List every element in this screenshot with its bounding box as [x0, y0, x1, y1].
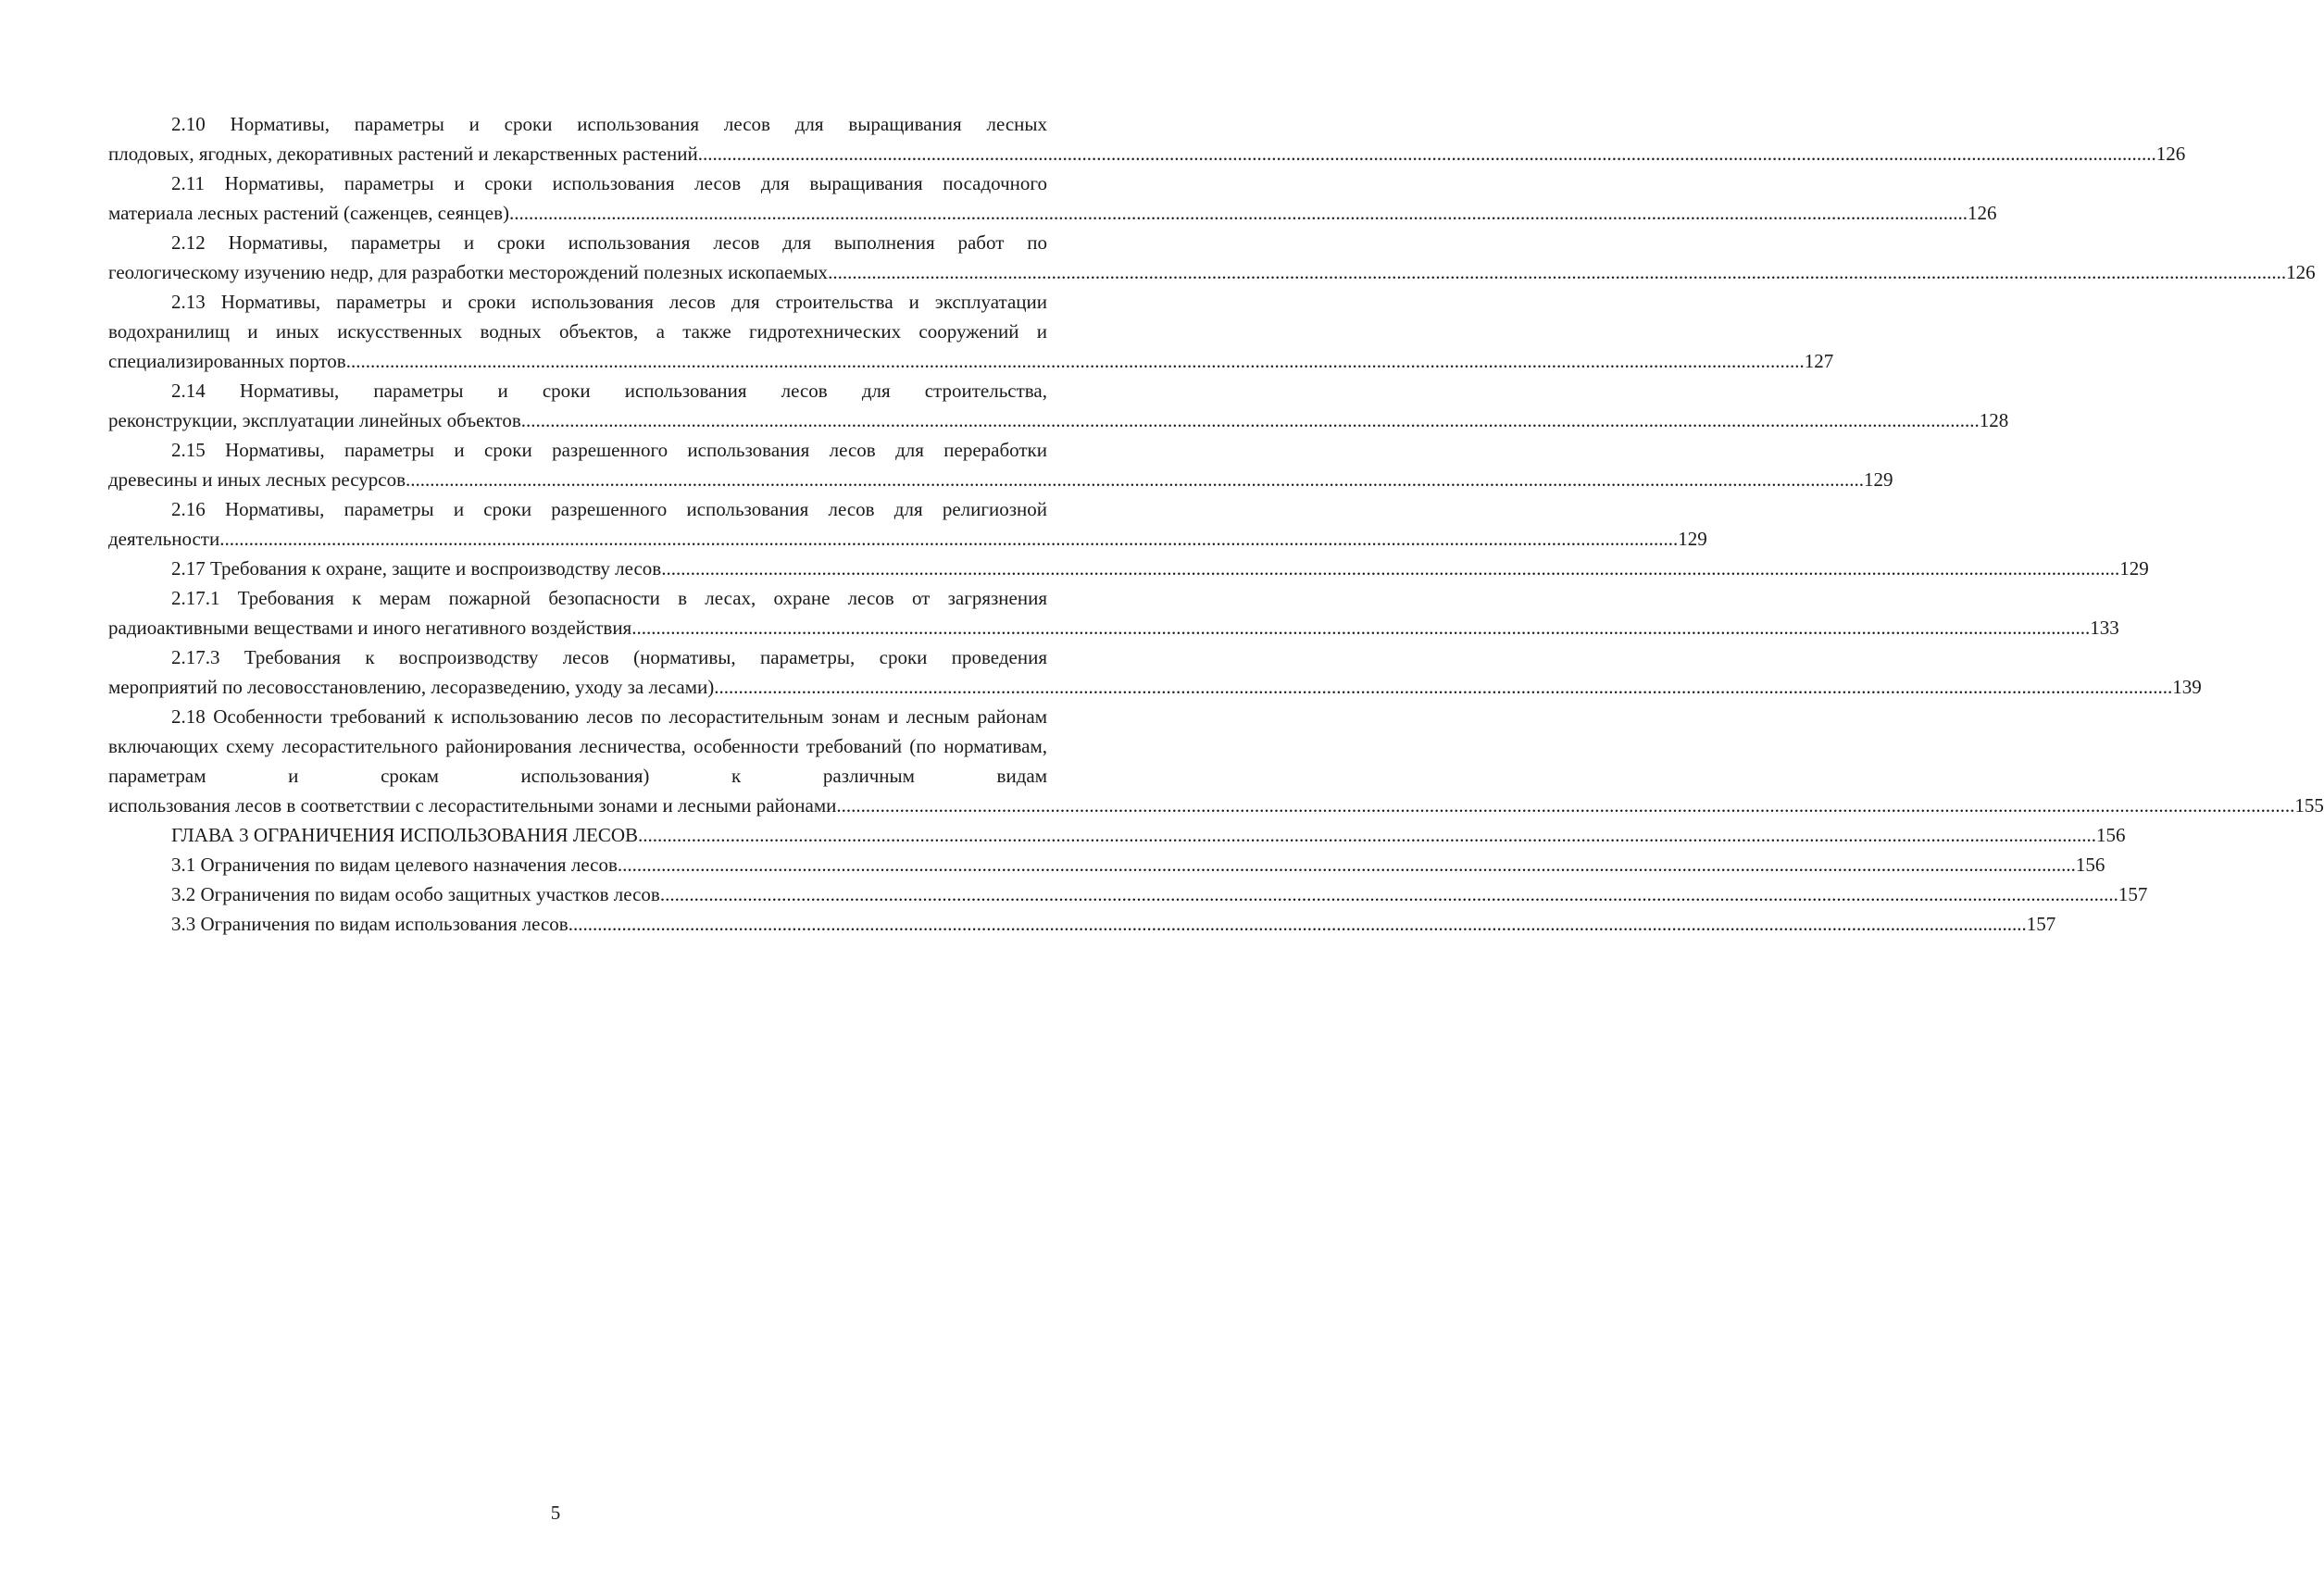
- toc-entry-last-line: [108, 613, 2119, 642]
- toc-entry-tail: реконструкции, эксплуатации линейных объектов: [108, 409, 521, 431]
- dot-leader: ............................................................................................................................................................................................................................................................................................................: [661, 557, 2120, 580]
- toc-page-number: 139: [2172, 676, 2202, 698]
- toc-page-number: 129: [1678, 528, 1707, 550]
- toc-page-number: 129: [2119, 557, 2149, 580]
- toc-entry-heading: 2.13 Нормативы, параметры и сроки использования лесов для строительства и эксплуатации водохранилищ и иных искусственных водных объектов, а также гидротехнических сооружений и: [108, 291, 1047, 343]
- toc-entry-2-16: [108, 494, 1707, 554]
- toc-page-number: 129: [1864, 468, 1893, 491]
- toc-page-number: 155: [2294, 794, 2324, 817]
- dot-leader: ............................................................................................................................................................................................................................................................................................................: [345, 350, 1805, 372]
- dot-leader: ............................................................................................................................................................................................................................................................................................................: [631, 617, 2091, 639]
- toc-entry-title: 3.3 Ограничения по видам использования лесов: [171, 913, 569, 935]
- toc-entry-2-17-1: [108, 583, 2119, 642]
- toc-page-number: 157: [2026, 913, 2056, 935]
- toc-entry-heading: 2.12 Нормативы, параметры и сроки использования лесов для выполнения работ по: [171, 231, 1047, 254]
- dot-leader: ............................................................................................................................................................................................................................................................................................................: [617, 854, 2076, 876]
- dot-leader: ............................................................................................................................................................................................................................................................................................................: [406, 468, 1864, 491]
- dot-leader: ............................................................................................................................................................................................................................................................................................................: [508, 202, 1968, 224]
- toc-entry-tail: мероприятий по лесовосстановлению, лесоразведению, уходу за лесами): [108, 676, 715, 698]
- toc-entry-3-3: [108, 909, 2056, 939]
- page-number: 5: [550, 1502, 561, 1524]
- toc-page-number: 133: [2090, 617, 2119, 639]
- dot-leader: ............................................................................................................................................................................................................................................................................................................: [219, 528, 1679, 550]
- toc-page-number: 156: [2075, 854, 2105, 876]
- toc-entry-heading: 2.14 Нормативы, параметры и сроки использования лесов для строительства,: [171, 380, 1047, 402]
- toc-entry-3-1: [108, 850, 2105, 879]
- toc-entry-2-17: [108, 554, 2149, 583]
- toc-entry-heading: 2.17.1 Требования к мерам пожарной безопасности в лесах, охране лесов от загрязнения: [171, 587, 1047, 609]
- toc-entry-chapter-3: [108, 820, 2126, 850]
- toc-entry-2-18: [108, 702, 2324, 820]
- toc-entry-tail: древесины и иных лесных ресурсов: [108, 468, 406, 491]
- toc-entry-title: 3.2 Ограничения по видам особо защитных участков лесов: [171, 883, 660, 905]
- toc-entry-tail: радиоактивными веществами и иного негативного воздействия: [108, 617, 632, 639]
- toc-entry-last-line: [108, 346, 1834, 376]
- toc-entry-last-line: [108, 405, 2009, 435]
- toc-entry-heading: 2.10 Нормативы, параметры и сроки использования лесов для выращивания лесных: [171, 113, 1047, 135]
- toc-page-number: 127: [1804, 350, 1834, 372]
- toc-entry-3-2: [108, 879, 2148, 909]
- dot-leader: ............................................................................................................................................................................................................................................................................................................: [568, 913, 2027, 935]
- toc-entry-title: ГЛАВА 3 ОГРАНИЧЕНИЯ ИСПОЛЬЗОВАНИЯ ЛЕСОВ: [171, 824, 639, 846]
- dot-leader: ............................................................................................................................................................................................................................................................................................................: [638, 824, 2097, 846]
- toc-entry-2-15: [108, 435, 1893, 494]
- toc-entry-title: 2.17 Требования к охране, защите и воспроизводству лесов: [171, 557, 662, 580]
- toc-entry-title: 3.1 Ограничения по видам целевого назначения лесов: [171, 854, 618, 876]
- toc-entry-last-line: [108, 524, 1707, 554]
- toc-entry-heading: 2.15 Нормативы, параметры и сроки разрешенного использования лесов для переработки: [171, 439, 1047, 461]
- toc-page-number: 128: [1979, 409, 2009, 431]
- toc-entry-2-14: [108, 376, 2009, 435]
- dot-leader: ............................................................................................................................................................................................................................................................................................................: [520, 409, 1980, 431]
- toc-entry-tail: геологическому изучению недр, для разработки месторождений полезных ископаемых: [108, 261, 829, 283]
- toc-entry-tail: материала лесных растений (саженцев, сеянцев): [108, 202, 509, 224]
- dot-leader: ............................................................................................................................................................................................................................................................................................................: [659, 883, 2118, 905]
- toc-entry-2-12: [108, 228, 2316, 287]
- toc-entry-tail: плодовых, ягодных, декоративных растений и лекарственных растений: [108, 143, 698, 165]
- toc-page-number: 156: [2096, 824, 2126, 846]
- toc-entry-tail: использования лесов в соответствии с лесорастительными зонами и лесными районами: [108, 794, 837, 817]
- toc-entry-last-line: [108, 139, 2186, 168]
- toc-entry-heading: 2.17.3 Требования к воспроизводству лесов (нормативы, параметры, сроки проведения: [171, 646, 1047, 668]
- toc-page-number: 126: [2286, 261, 2316, 283]
- toc-entry-last-line: [108, 198, 1997, 228]
- toc-entry-last-line: [108, 791, 2324, 820]
- toc-entry-2-13: [108, 287, 1834, 376]
- table-of-contents: [108, 109, 2324, 939]
- toc-entry-last-line: [108, 257, 2316, 287]
- toc-page-number: 126: [1967, 202, 1997, 224]
- toc-entry-2-10: [108, 109, 2186, 168]
- dot-leader: ............................................................................................................................................................................................................................................................................................................: [697, 143, 2156, 165]
- toc-entry-2-17-3: [108, 642, 2202, 702]
- toc-entry-heading: 2.11 Нормативы, параметры и сроки использования лесов для выращивания посадочного: [171, 172, 1047, 194]
- dot-leader: ............................................................................................................................................................................................................................................................................................................: [714, 676, 2173, 698]
- dot-leader: ............................................................................................................................................................................................................................................................................................................: [836, 794, 2295, 817]
- toc-entry-last-line: [108, 465, 1893, 494]
- dot-leader: ............................................................................................................................................................................................................................................................................................................: [828, 261, 2287, 283]
- toc-entry-2-11: [108, 168, 1997, 228]
- toc-entry-heading: 2.18 Особенности требований к использованию лесов по лесорастительным зонам и лесным районам включающих схему лесорастительного районирования лесничества, особенности требований (по нормативам, параметрам и срокам использования) к различным видам: [108, 705, 1047, 787]
- toc-entry-tail: деятельности: [108, 528, 220, 550]
- toc-page-number: 126: [2155, 143, 2186, 165]
- toc-entry-heading: 2.16 Нормативы, параметры и сроки разрешенного использования лесов для религиозной: [171, 498, 1047, 520]
- toc-entry-tail: специализированных портов: [108, 350, 346, 372]
- toc-page-number: 157: [2118, 883, 2148, 905]
- toc-entry-last-line: [108, 672, 2202, 702]
